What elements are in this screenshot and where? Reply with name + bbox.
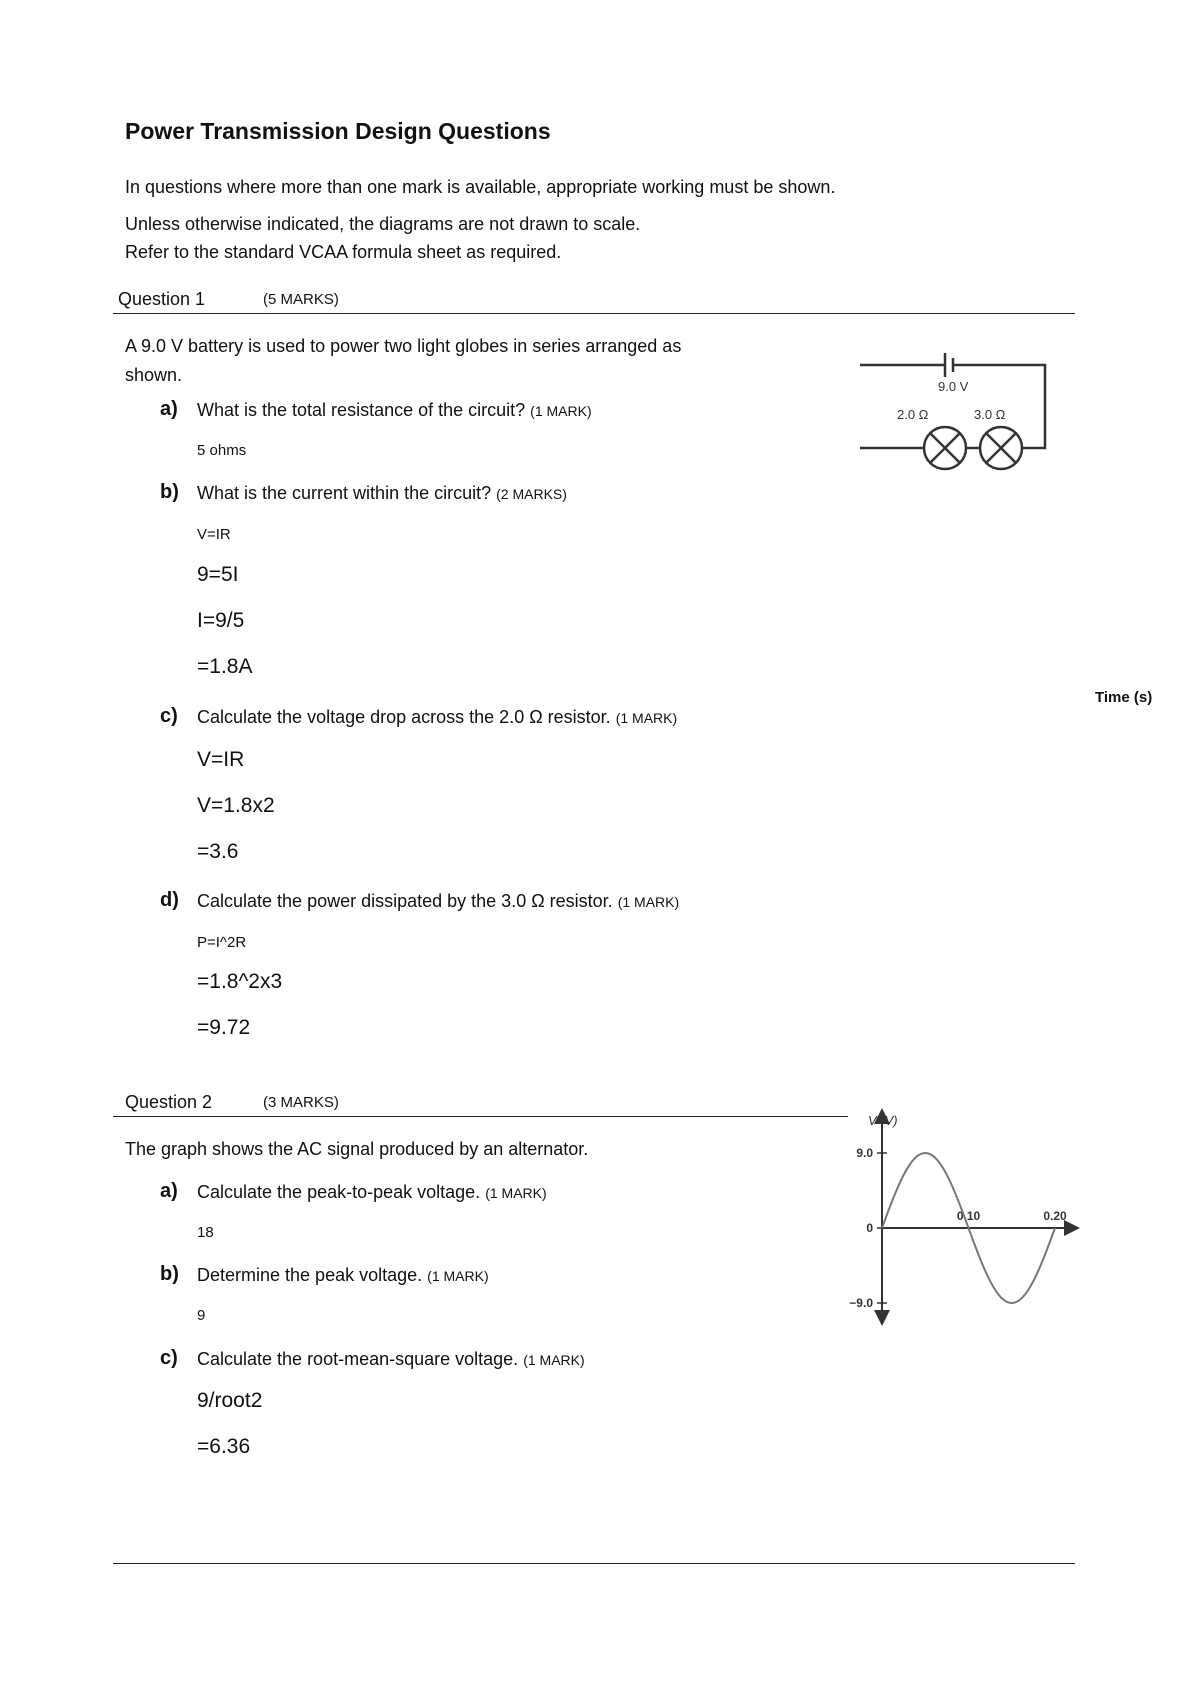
page-title: Power Transmission Design Questions xyxy=(125,118,551,144)
q2-marks: (3 MARKS) xyxy=(263,1094,339,1111)
q1-heading: Question 1 xyxy=(118,289,206,309)
circuit-diagram xyxy=(850,345,1060,475)
y-tick-label: −9.0 xyxy=(849,1296,873,1310)
x-tick-label: 0.10 xyxy=(956,1209,981,1223)
q2a-question: Calculate the peak-to-peak voltage. (1 MARK) xyxy=(197,1182,547,1202)
q1b-answer-3: I=9/5 xyxy=(197,609,245,632)
q2c-letter: c) xyxy=(160,1347,178,1369)
q2a-letter: a) xyxy=(160,1180,178,1202)
q1a-answer: 5 ohms xyxy=(197,442,247,459)
q1d-question: Calculate the power dissipated by the 3.0 Ω resistor. (1 MARK) xyxy=(197,891,680,911)
q1b-letter: b) xyxy=(160,481,179,503)
q1-stem-line-1: A 9.0 V battery is used to power two light globes in series arranged as xyxy=(125,336,682,356)
q1c-answer-2: V=1.8x2 xyxy=(197,794,275,817)
q2c-answer-1: 9/root2 xyxy=(197,1389,263,1412)
q1-stem-line-2: shown. xyxy=(125,365,183,385)
q1d-letter: d) xyxy=(160,889,179,911)
q2b-letter: b) xyxy=(160,1263,179,1285)
q1c-letter: c) xyxy=(160,705,178,727)
x-tick-label: 0.20 xyxy=(1043,1209,1067,1223)
q1-divider xyxy=(113,313,1075,314)
q1-marks: (5 MARKS) xyxy=(263,291,339,308)
intro-line-2: Unless otherwise indicated, the diagrams are not drawn to scale. xyxy=(125,214,641,234)
y-tick-label: 9.0 xyxy=(856,1146,873,1160)
resistor-1-label: 2.0 Ω xyxy=(897,407,929,422)
lamp-1-icon xyxy=(924,427,966,469)
intro-line-3: Refer to the standard VCAA formula sheet as required. xyxy=(125,242,562,262)
q2-divider xyxy=(113,1116,848,1117)
time-axis-label: Time (s) xyxy=(1095,689,1153,706)
q1d-answer-3: =9.72 xyxy=(197,1016,251,1039)
q2b-answer: 9 xyxy=(197,1307,206,1324)
q1a-letter: a) xyxy=(160,398,178,420)
q2b-question: Determine the peak voltage. (1 MARK) xyxy=(197,1265,489,1285)
q1c-question: Calculate the voltage drop across the 2.0 Ω resistor. (1 MARK) xyxy=(197,707,678,727)
q1b-answer-2: 9=5I xyxy=(197,563,239,586)
lamp-2-icon xyxy=(980,427,1022,469)
y-axis-label: V (V) xyxy=(868,1113,898,1128)
q2a-answer: 18 xyxy=(197,1224,214,1241)
q1b-answer-1: V=IR xyxy=(197,526,231,543)
q1a-question: What is the total resistance of the circuit? (1 MARK) xyxy=(197,400,592,420)
intro-line-1: In questions where more than one mark is available, appropriate working must be shown. xyxy=(125,177,836,197)
q1c-answer-3: =3.6 xyxy=(197,840,239,863)
q1b-question: What is the current within the circuit? (2 MARKS) xyxy=(197,483,567,503)
q1c-answer-1: V=IR xyxy=(197,748,245,771)
q1b-answer-4: =1.8A xyxy=(197,655,253,678)
y-tick-label: 0 xyxy=(866,1221,873,1235)
q1d-answer-1: P=I^2R xyxy=(197,934,247,951)
q2-heading: Question 2 xyxy=(125,1092,213,1112)
battery-label: 9.0 V xyxy=(938,379,969,394)
q1d-answer-2: =1.8^2x3 xyxy=(197,970,283,993)
q2-stem: The graph shows the AC signal produced by an alternator. xyxy=(125,1139,589,1159)
q2c-answer-2: =6.36 xyxy=(197,1435,251,1458)
ac-signal-chart xyxy=(840,1100,1080,1335)
q2c-question: Calculate the root-mean-square voltage. (1 MARK) xyxy=(197,1349,585,1369)
resistor-2-label: 3.0 Ω xyxy=(974,407,1006,422)
footer-divider xyxy=(113,1563,1075,1564)
